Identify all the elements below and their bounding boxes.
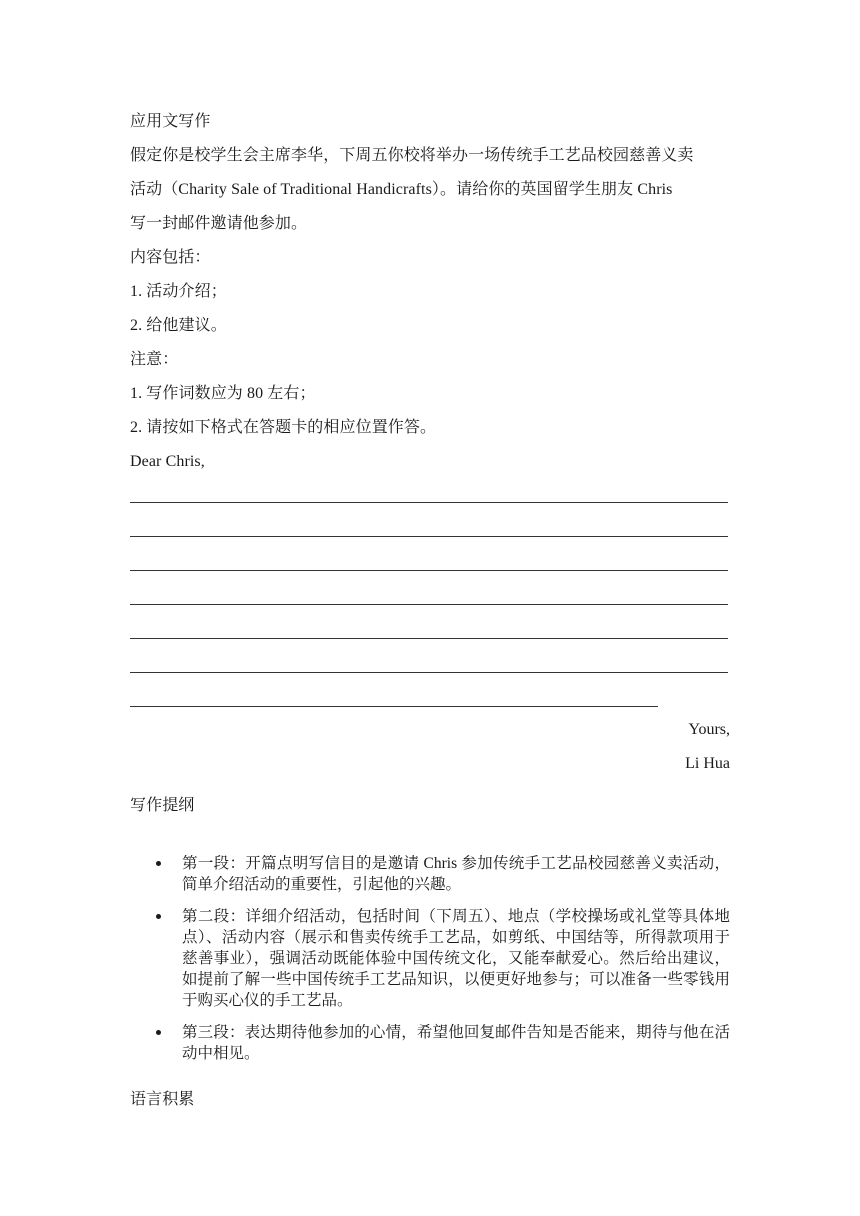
answer-line — [130, 502, 728, 503]
outline-title: 写作提纲 — [130, 797, 195, 814]
content-item-1: 1. 活动介绍； — [130, 283, 227, 300]
note-label: 注意： — [130, 351, 179, 368]
note-item-2: 2. 请按如下格式在答题卡的相应位置作答。 — [130, 419, 437, 436]
outline-item — [130, 1022, 730, 1064]
closing: Yours, — [688, 721, 730, 738]
content-item-2: 2. 给他建议。 — [130, 317, 227, 334]
outline-item — [130, 853, 730, 895]
answer-line — [130, 536, 728, 537]
answer-line — [130, 672, 728, 673]
answer-line — [130, 570, 728, 571]
outline-text-1: 第一段：开篇点明写信目的是邀请 Chris 参加传统手工艺品校园慈善义卖活动，简单介绍活动的重要性，引起他的兴趣。 — [182, 855, 730, 893]
outline-list — [130, 853, 730, 1075]
outline-item — [130, 906, 730, 1011]
section-heading-writing: 应用文写作 — [130, 113, 211, 130]
prompt-line-2: 活动（Charity Sale of Traditional Handicrafts）。请给你的英国留学生朋友 Chris — [130, 181, 673, 198]
content-label: 内容包括： — [130, 249, 211, 266]
note-item-1: 1. 写作词数应为 80 左右； — [130, 385, 316, 402]
outline-text-3: 第三段：表达期待他参加的心情，希望他回复邮件告知是否能来，期待与他在活动中相见。 — [182, 1024, 730, 1062]
answer-line — [130, 604, 728, 605]
answer-line — [130, 638, 728, 639]
bullet-icon — [156, 861, 161, 866]
bullet-icon — [156, 1030, 161, 1035]
answer-line — [130, 706, 658, 707]
outline-text-2: 第二段：详细介绍活动，包括时间（下周五）、地点（学校操场或礼堂等具体地点）、活动内容（展示和售卖传统手工艺品，如剪纸、中国结等，所得款项用于慈善事业），强调活动既能体验中国传统文化，又能奉献爱心。然后给出建议，如提前了解一些中国传统手工艺品知识，以便更好地参与；可以准备一些零钱用于购买心仪的手工艺品。 — [182, 908, 730, 1009]
salutation: Dear Chris, — [130, 453, 205, 470]
signature: Li Hua — [685, 755, 730, 772]
language-title: 语言积累 — [130, 1091, 195, 1108]
bullet-icon — [156, 914, 161, 919]
prompt-line-3: 写一封邮件邀请他参加。 — [130, 215, 308, 232]
prompt-line-1: 假定你是校学生会主席李华，下周五你校将举办一场传统手工艺品校园慈善义卖 — [130, 147, 694, 164]
